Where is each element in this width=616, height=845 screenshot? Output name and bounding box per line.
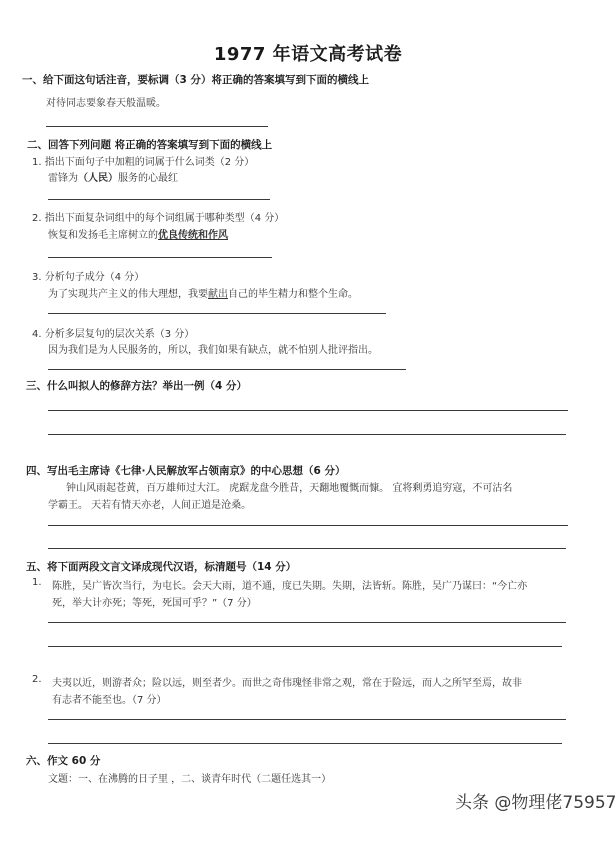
question-2-1-text	[48, 169, 178, 184]
question-2-3-text	[48, 285, 358, 300]
answer-line	[48, 369, 406, 370]
bold-word: （人民）	[78, 173, 118, 184]
question-5-2-line-2: 有志者不能至也。（7 分）	[52, 695, 167, 706]
text-before: 恢复和发扬毛主席树立的	[48, 230, 158, 241]
question-5-1-line-2: 死，举大计亦死；等死，死国可乎？”（7 分）	[52, 598, 257, 609]
section-1-heading: 一、给下面这句话注音，要标调（3 分）将正确的答案填写到下面的横线上	[22, 74, 369, 86]
text-after: 服务的心最红	[118, 173, 178, 184]
answer-line	[48, 410, 568, 411]
text-after: 自己的毕生精力和整个生命。	[228, 289, 358, 300]
section-1-text: 对待同志要象春天般温暖。	[46, 98, 166, 109]
answer-line	[48, 199, 270, 200]
answer-line	[48, 622, 566, 623]
text-before: 雷锋为	[48, 173, 78, 184]
section-6-heading: 六、作文 60 分	[26, 755, 101, 767]
section-3-heading: 三、什么叫拟人的修辞方法？举出一例（4 分）	[26, 380, 247, 392]
essay-prompt: 文题：一、在沸腾的日子里 ，二、谈青年时代（二题任选其一）	[48, 774, 332, 785]
question-2-1-prompt: 1. 指出下面句子中加粗的词属于什么词类（2 分）	[32, 157, 255, 168]
question-5-2-number: 2.	[32, 674, 42, 685]
answer-line	[46, 126, 268, 127]
section-4-heading: 四、写出毛主席诗《七律·人民解放军占领南京》的中心思想（6 分）	[26, 465, 346, 477]
question-2-2-text	[48, 226, 228, 241]
watermark: 头条 @物理佬75957	[455, 793, 616, 813]
answer-line	[48, 743, 562, 744]
answer-line	[48, 257, 272, 258]
answer-line	[48, 646, 562, 647]
bold-phrase: 优良传统和作风	[158, 230, 228, 241]
section-5-heading: 五、将下面两段文言文译成现代汉语，标清题号（14 分）	[26, 561, 297, 573]
underlined-word: 献出	[208, 289, 228, 300]
question-2-3-prompt: 3. 分析句子成分（4 分）	[32, 272, 145, 283]
poem-line-2: 学霸王。 天若有情天亦老，人间正道是沧桑。	[48, 500, 252, 511]
answer-line	[48, 548, 566, 549]
question-5-1-line-1: 陈胜，吴广皆次当行，为屯长。会天大雨，道不通，度已失期。失期，法皆斩。陈胜，吴广乃谋曰：“今亡亦	[52, 581, 528, 592]
page-title: 1977 年语文高考试卷	[213, 44, 403, 65]
text-before: 为了实现共产主义的伟大理想，我要	[48, 289, 208, 300]
answer-line	[48, 719, 566, 720]
question-2-2-prompt: 2. 指出下面复杂词组中的每个词组属于哪种类型（4 分）	[32, 213, 285, 224]
answer-line	[48, 525, 568, 526]
question-2-4-text: 因为我们是为人民服务的，所以，我们如果有缺点，就不怕别人批评指出。	[48, 345, 378, 356]
section-2-heading: 二、回答下列问题 将正确的答案填写到下面的横线上	[27, 139, 273, 151]
answer-line	[48, 313, 386, 314]
question-2-4-prompt: 4. 分析多层复句的层次关系（3 分）	[32, 329, 195, 340]
question-5-2-line-1: 夫夷以近，则游者众；险以远，则至者少。而世之奇伟瑰怪非常之观，常在于险远，而人之所罕至焉，故非	[52, 678, 522, 689]
poem-line-1: 钟山风雨起苍黄，百万雄师过大江。 虎踞龙盘今胜昔，天翻地覆慨而慷。 宜将剩勇追穷寇，不可沽名	[66, 483, 513, 494]
question-5-1-number: 1.	[32, 577, 42, 588]
answer-line	[48, 434, 566, 435]
